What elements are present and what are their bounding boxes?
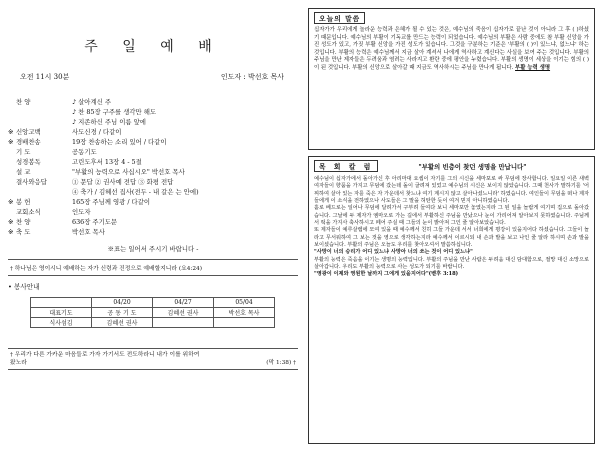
order-row [8,148,298,158]
service-meta [20,72,284,82]
order-row [8,208,298,218]
column-closing-verse: "영광이 이제와 영원한 날까지 그에게 있을지어다"(벧후 3:18) [314,271,459,278]
order-value: 박선호 목사 [72,228,105,236]
order-value: ④ 축가 / 김혜선 집사(전두 - 내 갈은 는 안에) [72,188,199,196]
order-row [8,228,298,238]
table-cell: 박선호 목사 [214,308,275,318]
order-value: 19장 찬송하는 소리 있어 / 다같이 [72,138,167,146]
order-value: 636장 주기도문 [72,218,118,226]
order-label: 성경봉독 [16,158,41,166]
order-label: 기 도 [16,148,31,156]
table-row [31,318,275,328]
service-table-header-cell: 05/04 [214,298,275,308]
order-value: ① 문답 ② 권사예 전답 ③ 화평 전답 [72,178,174,186]
order-row [8,158,298,168]
todays-word-answers: 부활 능력 생명 [515,64,551,71]
todays-word-body: 십자가가 우리에게 놀라운 능력과 은혜가 될 수 있는 것은, 예수님의 죽음이 십자가로 끝난 것이 아니라 그 후 ( )하셨기 때문입니다. 예수님의 부활이 기독교를 만드는 능력이 되었습니다. 예수님의 부활은 사람 중에도 참 부활 신앙을 가진 성도가 있고, 가짓 부활 신앙을 가진 성도가 있습니다. 그것을 구분하는 기준은 '부활의 ( )이 있느냐, 없느냐' 하는 것입니다. 부활의 능력은 예수님께서 지금 살아 계셔서 나에게 역사하고 계신다는 사실을 보여 주는 것입니다. 부활의 주님을 만난 제자들은 두려움과 염려는 사라지고 환란 중에 평안을 누렸습니다. 부활의 생명이 세상을 이기는 힘의 ( )이 된 것입니다. 부활의 신앙으로 살아갈 때 지금도 역사하시는 주님을 만나게 됩니다. [314,27,589,71]
order-row [8,188,298,198]
column-paragraph-3: 또 제자들이 예루살렘에 모여 있을 때 예수께서 친히 그들 가운데 서서 너희에게 평강이 있을지어다 하셨습니다. 그들이 놀라고 무서워하여 그 보는 것을 영으로 생각하는지라 예수께서 이르시되 내 손과 발을 보고 나인 줄 알라 하시며 손과 발을 보이셨습니다. 부활의 주님은 오늘도 우리를 찾아오셔서 말씀하십니다. [314,227,589,249]
order-row [8,128,298,138]
order-row [8,178,298,188]
stand-note: ※표는 일어서 주시기 바랍니다 - [107,245,199,253]
verse-banner-bottom [8,348,298,370]
order-value: 165장 주님께 영광 / 다같이 [72,198,151,206]
order-row [8,218,298,228]
service-table-header-cell [31,298,92,308]
service-table [30,297,275,328]
order-label: 교회소식 [16,208,41,216]
order-value: 공동기도 [72,148,97,156]
order-row [8,138,298,148]
table-cell: 공 동 기 도 [92,308,153,318]
service-table-header [31,298,275,308]
order-bullet: ※ [8,228,14,236]
todays-word-box [308,8,595,150]
order-row [8,118,298,128]
bulletin-left-page [8,8,298,458]
table-cell: 대표기도 [31,308,92,318]
verse-line-2: 왔노라 [10,360,27,366]
order-value: 사도신경 / 다같이 [72,128,122,136]
order-value: 인도자 [72,208,91,216]
verse-banner-top: † 하나님은 영이시니 예배하는 자가 신령과 진정으로 예배할지니라 (요4:24) [8,259,298,276]
order-label: 봉 헌 [16,198,31,206]
order-value: ♪ 지존하신 주님 이름 앞에 [72,118,146,126]
presider: 인도자 : 박선호 목사 [220,73,284,81]
order-label: 찬 양 [16,218,31,226]
order-label: 축 도 [16,228,31,236]
bulletin-right-page [308,8,595,458]
verse-ref: (막 1:38) † [266,360,296,366]
order-label: 설 교 [16,168,31,176]
column-paragraph-1: 예수님이 십자가에서 돌아가신 후 아리마대 요셉이 자기를 그의 시신을 세마포로 싸 무덤에 장사합니다. 일요일 이른 새벽 여자들이 향품을 가지고 무덤에 갔는데 돌이 굴려져 있었고 예수님의 시신은 보이지 않았습니다. 그때 천사가 말하기를 '어찌하여 살아 있는 자를 죽은 자 가운데서 찾느냐 여기 계시지 않고 살아나셨느니라' 하였습니다. 여인들이 무덤을 떠나 제자들에게 이 소식을 전하였으나 사도들은 그 말을 허탄한 듯이 여겨 믿지 아니하였습니다. [314,176,590,205]
service-time: 오전 11시 30분 [20,73,70,81]
service-table-header-cell: 04/27 [153,298,214,308]
order-row [8,198,298,208]
order-label: 결사와응답 [16,178,47,186]
column-paragraph-2: 홀로 베드로는 일어나 무덤에 달려가서 구부려 들여다 보니 세마포만 놓였는지라 그 된 일을 놀랍게 여기며 집으로 돌아갔습니다. 그날에 두 제자가 엠마오로 가는 길에서 부활하신 주님을 만났으나 눈이 가리어져 알아보지 못하였습니다. 주님께서 떡을 가지사 축사하시고 떼어 주실 때 그들의 눈이 밝아져 그인 줄 알아보았습니다. [314,205,589,227]
order-label: 찬 양 [16,98,31,106]
order-row [8,168,298,178]
page-title: 주 일 예 배 [84,39,222,55]
order-value: ♪ 살아계신 주 [72,98,112,106]
order-row [8,98,298,108]
todays-word-header: 오늘의 말씀 [314,12,365,24]
order-label: 신앙고백 [16,128,41,136]
order-bullet: ※ [8,128,14,136]
table-cell [153,318,214,328]
order-value: 고린도후서 13장 4 - 5절 [72,158,142,166]
table-cell: 김혜선 권사 [92,318,153,328]
order-value: ♪ 찬 85장 구주를 생각만 해도 [72,108,157,116]
verse-line-1: † 우리가 다른 가카운 마음들로 가자 가기서도 전도하라니 내가 이를 위하여 [10,352,200,358]
service-section-title: • 봉사안내 [8,283,40,291]
table-row [31,308,275,318]
pastor-column-box [308,156,595,444]
order-label: 경배찬송 [16,138,41,146]
service-table-header-cell: 04/20 [92,298,153,308]
table-cell: 식사섬김 [31,318,92,328]
table-cell: 김혜선 권사 [153,308,214,318]
order-row [8,108,298,118]
order-bullet: ※ [8,218,14,226]
column-quote: "사망이 너의 승리가 어디 있느냐 사망아 너의 쏘는 것이 어디 있느냐" [314,249,473,256]
column-paragraph-4: 부활의 능력은 죽음을 이기는 생명의 능력입니다. 부활의 주님을 만난 사람은 두려움 대신 담대함으로, 절망 대신 소망으로 살아갑니다. 우리도 부활의 능력으로 사는 성도가 되기를 바랍니다. [314,256,589,271]
order-value: "부활의 능력으로 사십시오" 박선호 목사 [72,168,185,176]
todays-word-text [314,27,589,73]
table-cell [214,318,275,328]
column-title: "부활의 빈층이 찾던 생명을 만납니다" [418,162,527,171]
order-bullet: ※ [8,198,14,206]
order-of-worship [8,98,298,238]
order-bullet: ※ [8,138,14,146]
pastor-column-header: 목 회 칼 럼 [314,160,378,172]
